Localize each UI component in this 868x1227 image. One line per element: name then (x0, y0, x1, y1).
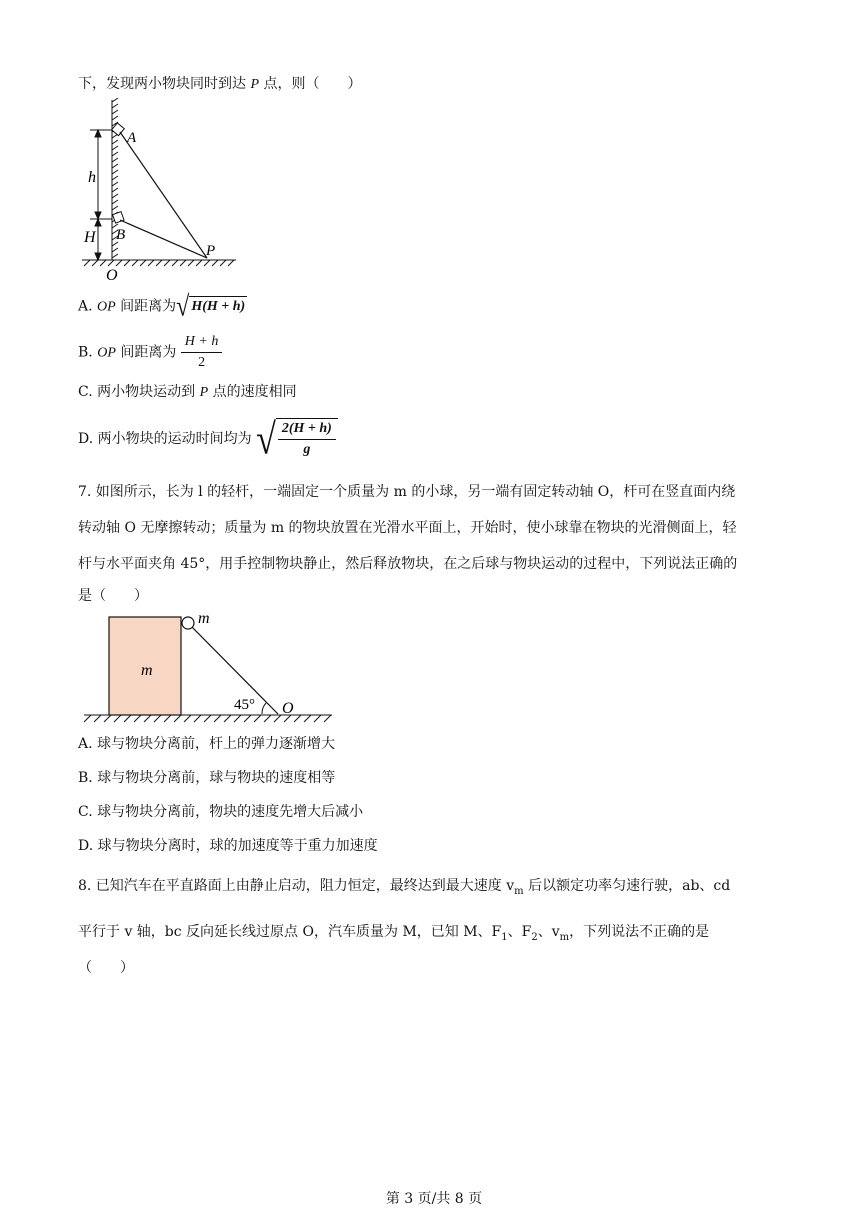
q8-f2-sub: 2 (531, 931, 538, 943)
option-b-num: H + h (181, 332, 223, 353)
option-a-op: OP (97, 299, 116, 315)
pivot-label: O (282, 700, 294, 717)
q8-line-3: （ ） (78, 960, 134, 976)
option-c-text: 点的速度相同 (208, 384, 297, 400)
ground-hatching (82, 260, 236, 266)
option-b-op: OP (97, 345, 116, 361)
q7-line-2: 转动轴 O 无摩擦转动；质量为 m 的物块放置在光滑水平面上，开始时，使小球靠在物块的光滑侧面上，轻 (78, 520, 737, 536)
q7-line-3: 杆与水平面夹角 45°，用手控制物块静止，然后释放物块，在之后球与物块运动的过程中，下列说法正确的 (78, 556, 738, 572)
q6-tail-p: P (250, 77, 260, 92)
angle-label: 45° (234, 697, 255, 713)
figure-q6 (78, 98, 243, 283)
q7-option-a[interactable]: A. 球与物块分离前，杆上的弹力逐渐增大 (78, 736, 336, 752)
q8-line-2-mid: 、F (507, 924, 532, 940)
option-a-prefix: A. (78, 298, 98, 315)
q6-tail-line (78, 74, 361, 95)
q6-option-d[interactable] (78, 415, 338, 463)
option-c-prefix: C. 两小物块运动到 (78, 384, 200, 400)
option-d-sqrt: √ $\frac{2(H + h)}{g}$ (256, 418, 338, 460)
q8-line-2-text: 平行于 v 轴，bc 反向延长线过原点 O，汽车质量为 M，已知 M、F (78, 924, 502, 940)
block-mass-label: m (141, 662, 153, 679)
q7-line-1: 7. 如图所示，长为 l 的轻杆，一端固定一个质量为 m 的小球，另一端有固定转动轴 O，杆可在竖直面内绕 (78, 484, 736, 500)
page-footer: 第 3 页/共 8 页 (385, 1191, 483, 1207)
option-a-expr: H(H + h) (189, 296, 247, 317)
q7-option-b[interactable]: B. 球与物块分离前，球与物块的速度相等 (78, 770, 336, 786)
option-b-prefix: B. (78, 344, 98, 361)
label-h: h (88, 169, 96, 186)
q8-line-1-text: 8. 已知汽车在平直路面上由静止启动，阻力恒定，最终达到最大速度 v (78, 878, 515, 894)
q8-line-2 (78, 922, 709, 948)
option-d-den: g (303, 442, 311, 457)
q6-option-a[interactable] (78, 290, 247, 323)
ground-hatching-q7 (84, 715, 332, 722)
option-a-sqrt: √ H(H + h) (176, 290, 246, 323)
q7-option-c[interactable]: C. 球与物块分离前，物块的速度先增大后减小 (78, 804, 364, 820)
option-b-den: 2 (198, 355, 206, 370)
option-d-prefix: D. 两小物块的运动时间均为 (78, 431, 252, 447)
option-a-text: 间距离为 (115, 298, 177, 315)
label-H: H (84, 229, 96, 246)
option-c-p: P (199, 385, 209, 400)
q6-tail-part1: 下，发现两小物块同时到达 (78, 76, 251, 92)
q8-line-1-tail: 后以额定功率匀速行驶，ab、cd (523, 878, 731, 894)
option-d-num: 2(H + h) (278, 419, 336, 440)
q6-option-b[interactable] (78, 332, 222, 373)
label-o: O (106, 267, 118, 283)
ball (182, 617, 194, 629)
q8-line-1 (78, 876, 730, 902)
q7-line-4: 是（ ） (78, 588, 148, 604)
option-b-fraction (181, 332, 223, 373)
q8-line-2-tail: ，下列说法不正确的是 (569, 924, 710, 940)
q7-option-d[interactable]: D. 球与物块分离时，球的加速度等于重力加速度 (78, 838, 378, 854)
figure-q7 (82, 606, 337, 724)
q6-tail-part2: 点，则（ ） (259, 76, 362, 92)
angle-arc (262, 703, 266, 714)
label-b: B (116, 227, 126, 243)
q8-line-1-sub: m (514, 885, 524, 897)
option-b-text: 间距离为 (115, 344, 177, 361)
q6-option-c[interactable] (78, 382, 297, 403)
label-a: A (127, 130, 137, 146)
label-p: P (206, 243, 216, 259)
q8-vm-sub: m (559, 931, 570, 943)
q8-f1-sub: 1 (501, 931, 508, 943)
q8-line-2-mid2: 、v (537, 924, 560, 940)
rod (188, 623, 278, 714)
ball-mass-label: m (198, 610, 210, 627)
